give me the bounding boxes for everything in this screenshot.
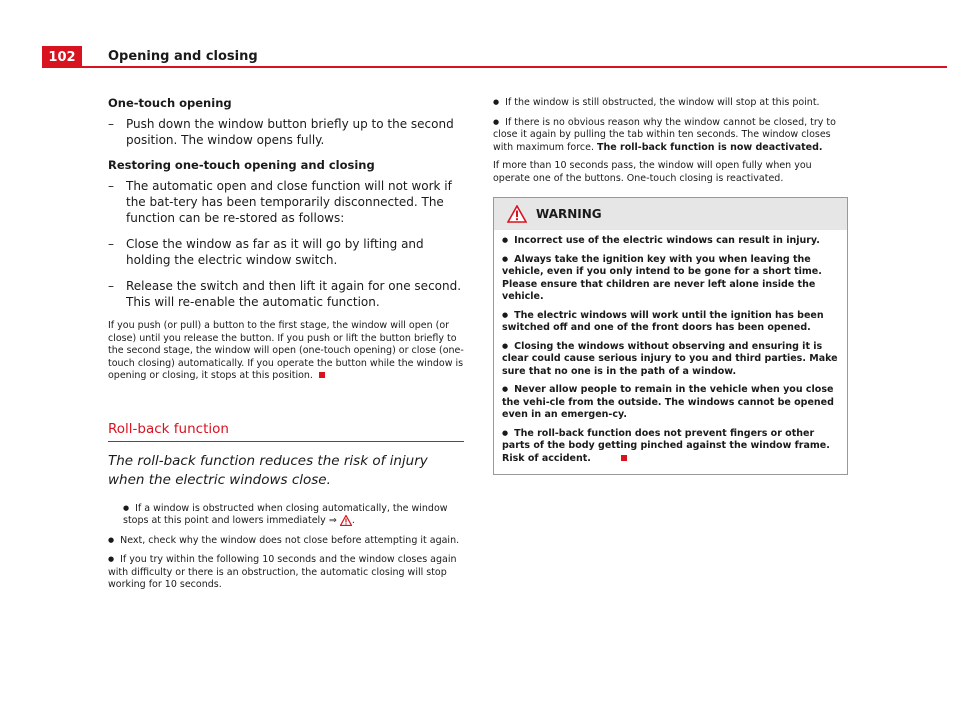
- warning-item-text: Always take the ignition key with you when leaving the vehicle, even if you only intend to be gone for a short time. Please ensure that children are never left alone inside the vehicle.: [502, 253, 822, 302]
- warning-item-text: Never allow people to remain in the vehicle when you close the vehi-cle from the outside. The windows cannot be opened even in an emergen-cy.: [502, 384, 834, 420]
- restore-heading: Restoring one-touch opening and closing: [108, 158, 375, 172]
- warning-item-text: The roll-back function does not prevent fingers or other parts of the body getting pinched against the window frame. Risk of accident.: [502, 427, 830, 464]
- list-item-text: Next, check why the window does not close before attempting it again.: [120, 534, 460, 546]
- bullet-marker: ●: [502, 428, 509, 437]
- bullet-marker: ●: [493, 98, 500, 106]
- warning-item: [502, 427, 839, 466]
- list-item: [108, 278, 464, 310]
- list-item: [493, 116, 848, 155]
- list-item: [108, 553, 464, 592]
- paragraph: If more than 10 seconds pass, the window will open fully when you operate one of the buttons. One-touch closing is reactivated.: [493, 160, 812, 184]
- section-title: Roll-back function: [108, 420, 229, 437]
- period: .: [351, 515, 355, 526]
- dash-marker: –: [108, 237, 114, 251]
- list-item-text: Release the switch and then lift it again for one second. This will re-enable the automatic function.: [126, 279, 462, 309]
- page-header-title: Opening and closing: [108, 49, 258, 64]
- warning-item: [502, 383, 839, 422]
- warning-box: [493, 197, 848, 475]
- list-item-text: The automatic open and close function will not work if the bat-tery has been temporarily disconnected. The function can be re-stored as follows:: [126, 179, 452, 225]
- bullet-marker: ●: [502, 385, 509, 393]
- warning-item: [502, 340, 839, 379]
- warning-title: WARNING: [536, 207, 602, 221]
- list-item: [108, 502, 464, 528]
- end-of-section-marker: [621, 455, 627, 461]
- info-paragraph: [108, 320, 464, 383]
- warning-item: [502, 234, 839, 248]
- list-item-text: If you try within the following 10 seconds and the window closes again with difficulty or there is an obstruction, the automatic closing will stop working for 10 seconds.: [108, 554, 457, 590]
- dash-marker: –: [108, 179, 114, 193]
- section-subtitle: The roll-back function reduces the risk of injury when the electric windows close.: [108, 452, 428, 488]
- warning-item-text: Incorrect use of the electric windows can result in injury.: [514, 235, 820, 246]
- list-item-text: If the window is still obstructed, the window will stop at this point.: [505, 97, 820, 108]
- dash-marker: –: [108, 117, 114, 131]
- bullet-marker: ●: [493, 117, 500, 126]
- list-item: [108, 116, 464, 148]
- list-item-text: If there is no obvious reason why the window cannot be closed, try to close it again by pulling the tab within ten seconds. The window closes with maximum force.: [493, 116, 836, 153]
- one-touch-heading: One-touch opening: [108, 96, 232, 110]
- bullet-marker: ●: [108, 555, 115, 563]
- dash-marker: –: [108, 279, 114, 293]
- list-item-text: Push down the window button briefly up to the second position. The window opens fully.: [126, 117, 454, 147]
- warning-item-text: The electric windows will work until the ignition has been switched off and one of the front doors has been opened.: [502, 309, 824, 333]
- warning-triangle-icon: [507, 205, 527, 223]
- bullet-marker: ●: [502, 254, 509, 263]
- restore-list: [108, 178, 464, 310]
- list-item: [108, 178, 464, 226]
- list-item: [493, 96, 848, 110]
- bullet-marker: ●: [502, 341, 509, 350]
- list-item-text: Close the window as far as it will go by lifting and holding the electric window switch.: [126, 237, 424, 267]
- list-item: [108, 534, 464, 548]
- bullet-marker: ●: [108, 535, 115, 544]
- warning-item: [502, 309, 839, 335]
- page-number: 102: [42, 46, 82, 68]
- warning-body: [494, 230, 847, 474]
- list-item: [108, 236, 464, 268]
- section-rule: [108, 441, 464, 442]
- warning-triangle-icon: [340, 515, 352, 526]
- bullet-marker: ●: [502, 236, 509, 244]
- info-paragraph-text: If you push (or pull) a button to the first stage, the window will open (or close) until you release the button. If you push or lift the button briefly to the second stage, the window will open (one-touch opening) or close (one-touch closing) automatically. If you operate the button while the window is opening or closing, it stops at this position.: [108, 320, 464, 381]
- left-column: [108, 96, 464, 598]
- one-touch-list: [108, 116, 464, 148]
- bullet-marker: ●: [123, 503, 130, 512]
- end-of-section-marker: [319, 372, 325, 378]
- bullet-marker: ●: [502, 310, 509, 319]
- right-column: [493, 96, 848, 475]
- list-item-text: If a window is obstructed when closing automatically, the window stops at this point and lowers immediately ⇒: [123, 502, 448, 526]
- warning-item-text: Closing the windows without observing and ensuring it is clear could cause serious injury to you and third parties. Make sure that no one is in the path of a window.: [502, 340, 838, 377]
- list-item-bold-text: The roll-back function is now deactivated.: [597, 141, 823, 153]
- warning-header: [494, 198, 847, 230]
- header-rule: [82, 66, 947, 68]
- warning-item: [502, 253, 839, 304]
